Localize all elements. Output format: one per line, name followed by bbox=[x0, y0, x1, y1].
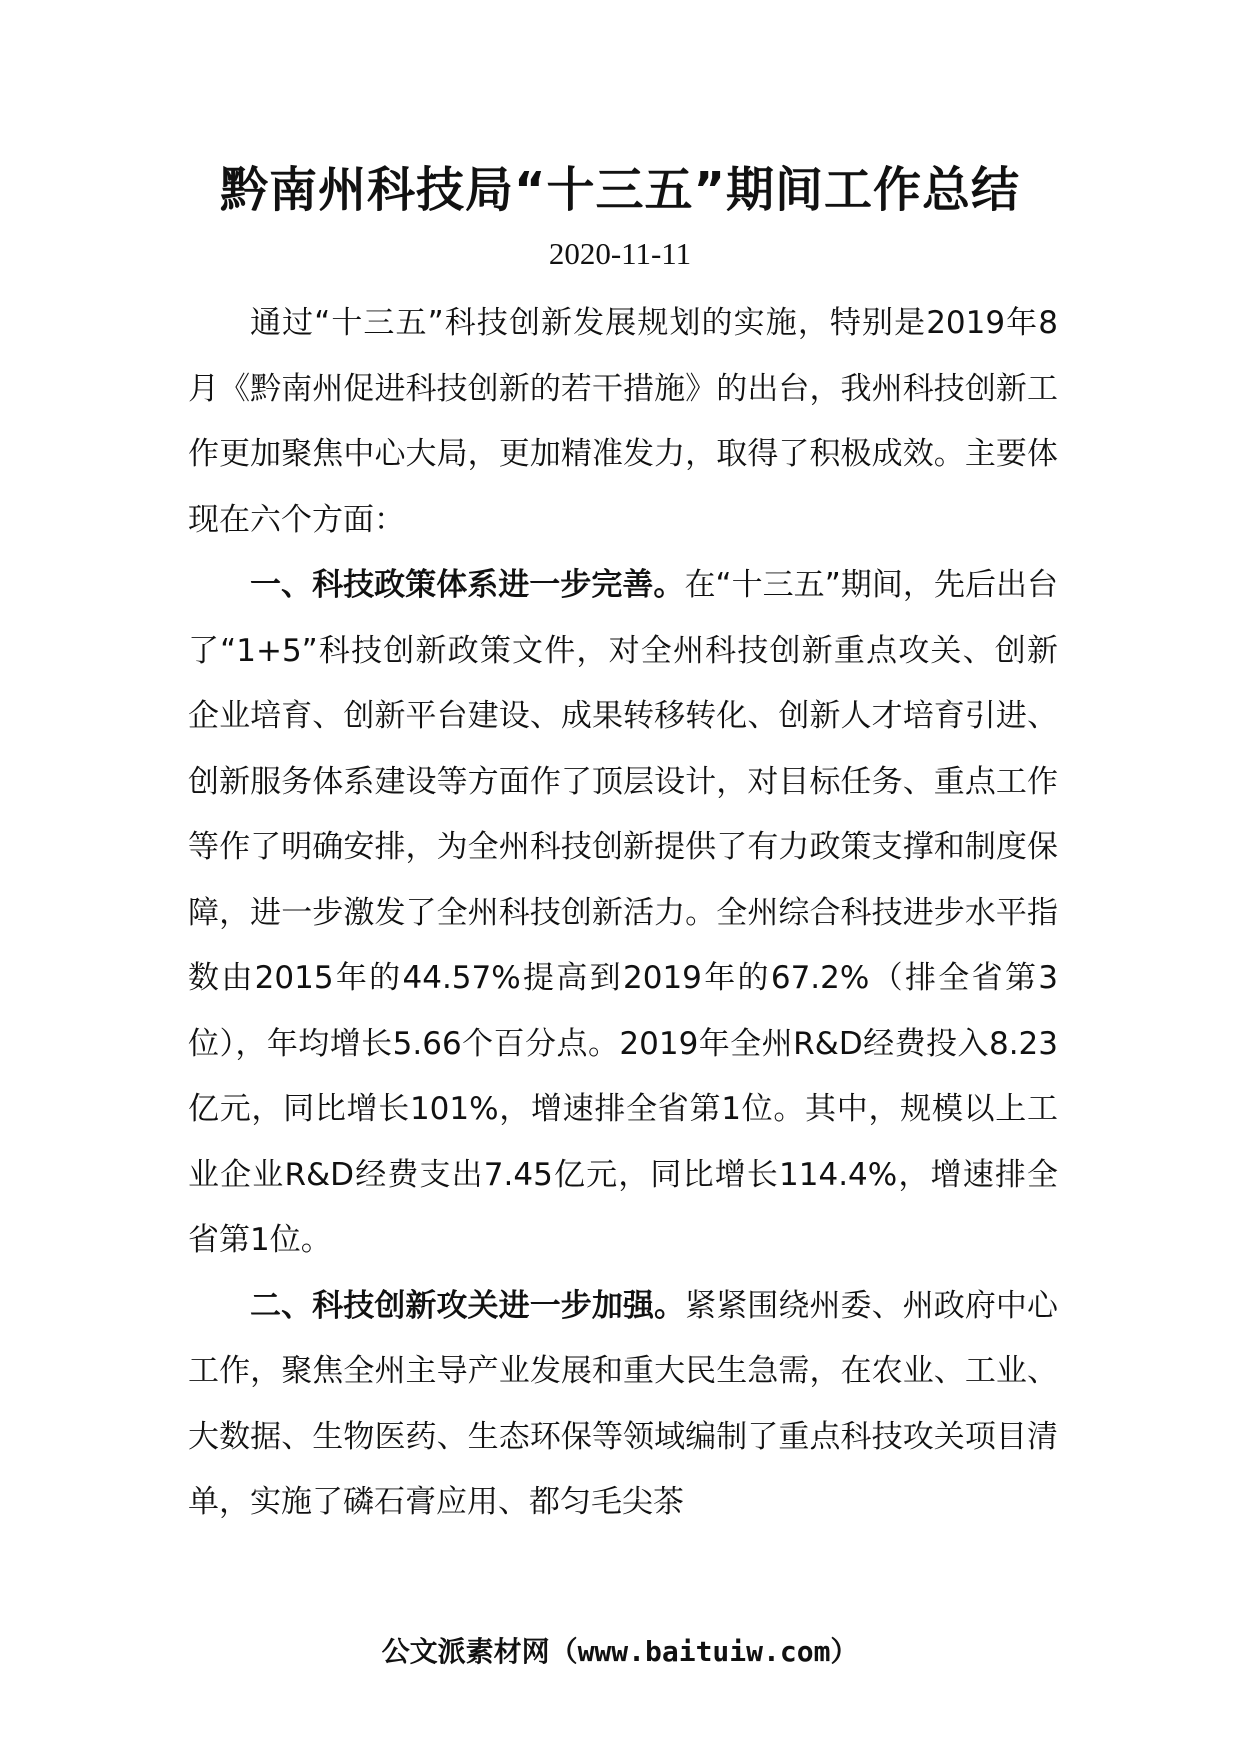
footer-watermark: 公文派素材网（www.baituiw.com） bbox=[381, 1635, 859, 1668]
section-text-2: 紧紧围绕州委、州政府中心工作，聚焦全州主导产业发展和重大民生急需，在农业、工业、大数据、生物医药、生态环保等领域编制了重点科技攻关项目清单，实施了磷石膏应用、都匀毛尖茶 bbox=[188, 1287, 1059, 1520]
section-heading-1: 一、科技政策体系进一步完善。 bbox=[250, 567, 685, 603]
section-paragraph-2 bbox=[188, 1274, 1058, 1536]
document-title: 黔南州科技局“十三五”期间工作总结 bbox=[219, 162, 1021, 218]
section-heading-2: 二、科技创新攻关进一步加强。 bbox=[250, 1287, 686, 1324]
document-body bbox=[188, 291, 1058, 1536]
document-date: 2020-11-11 bbox=[548, 236, 692, 271]
intro-paragraph: 通过“十三五”科技创新发展规划的实施，特别是2019年8月《黔南州促进科技创新的若干措施》的出台，我州科技创新工作更加聚焦中心大局，更加精准发力，取得了积极成效。主要体现在六个方面： bbox=[188, 305, 1058, 538]
section-paragraph-1 bbox=[188, 553, 1058, 1274]
section-text-1: 在“十三五”期间，先后出台了“1+5”科技创新政策文件，对全州科技创新重点攻关、创新企业培育、创新平台建设、成果转移转化、创新人才培育引进、创新服务体系建设等方面作了顶层设计，对目标任务、重点工作等作了明确安排，为全州科技创新提供了有力政策支撑和制度保障，进一步激发了全州科技创新活力。全州综合科技进步水平指数由2015年的44.57%提高到2019年的67.2%（排全省第3位），年均增长5.66个百分点。2019年全州R&D经费投入8.23亿元，同比增长101%，增速排全省第1位。其中，规模以上工业企业R&D经费支出7.45亿元，同比增长114.4%，增速排全省第1位。 bbox=[188, 567, 1059, 1258]
